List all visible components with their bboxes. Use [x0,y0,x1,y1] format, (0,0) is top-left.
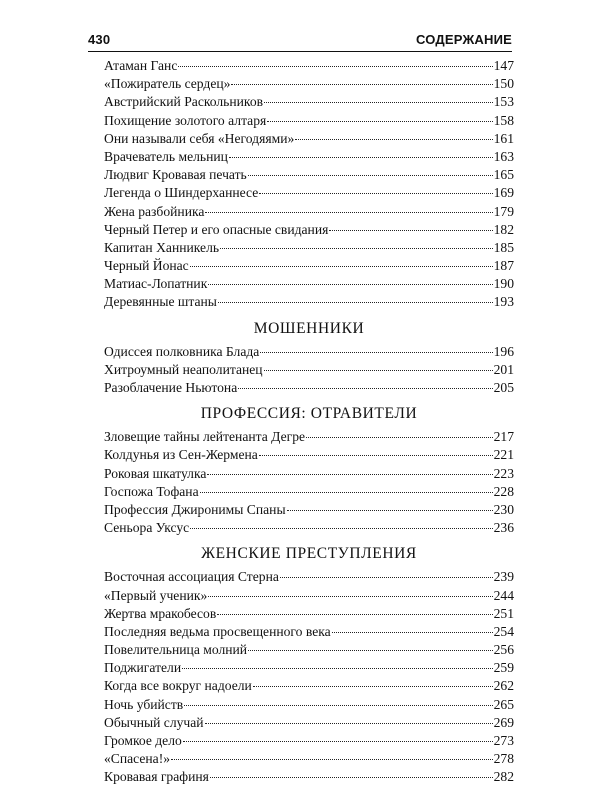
toc-entry [104,167,514,185]
entry-page-number: 221 [493,447,514,463]
entry-page-number: 265 [493,696,514,712]
toc-entry [104,185,514,203]
entry-title: Ночь убийств [104,696,184,712]
toc-entry [104,697,514,715]
dot-leader [264,369,493,371]
entry-page-number: 239 [493,569,514,585]
dot-leader [183,740,493,742]
entry-page-number: 161 [493,130,514,146]
toc-entry [104,588,514,606]
toc-entry [104,204,514,222]
entry-page-number: 165 [493,167,514,183]
dot-leader [207,473,492,475]
dot-leader [205,211,492,213]
dot-leader [280,576,493,578]
entry-page-number: 256 [493,642,514,658]
toc-entry [104,447,514,465]
entry-page-number: 182 [493,221,514,237]
entry-page-number: 251 [493,605,514,621]
toc-entry [104,642,514,660]
dot-leader [190,265,493,267]
dot-leader [260,351,492,353]
entry-title: Легенда о Шиндерханнесе [104,185,259,201]
entry-page-number: 196 [493,343,514,359]
entry-page-number: 254 [493,623,514,639]
toc-entry [104,380,514,398]
entry-title: Они называли себя «Негодяями» [104,130,295,146]
entry-title: Капитан Ханникель [104,239,220,255]
entry-title: Профессия Джиронимы Спаны [104,501,286,517]
toc-entry [104,769,514,787]
entry-page-number: 269 [493,714,514,730]
entry-page-number: 259 [493,660,514,676]
entry-title: Зловещие тайны лейтенанта Дегре [104,429,306,445]
dot-leader [332,631,493,633]
entry-title: Кровавая графиня [104,769,209,785]
toc-entry [104,484,514,502]
dot-leader [178,65,492,67]
entry-page-number: 273 [493,733,514,748]
dot-leader [259,454,493,456]
entry-page-number: 230 [493,501,514,517]
entry-page-number: 278 [493,751,514,767]
dot-leader [267,120,492,122]
toc-entry [104,294,514,312]
entry-title: Людвиг Кровавая печать [104,167,247,183]
dot-leader [229,156,493,158]
dot-leader [210,776,493,778]
section-title: ПРОФЕССИЯ: ОТРАВИТЕЛИ [200,405,418,423]
entry-title: Жертва мракобесов [104,605,217,621]
entry-page-number: 201 [493,361,514,377]
toc-entry [104,131,514,149]
entry-title: «Первый ученик» [104,587,208,603]
entry-title: Обычный случай [104,714,204,730]
entry-title: Госпожа Тофана [104,483,199,499]
entry-page-number: 187 [493,258,514,274]
toc-entry [104,660,514,678]
dot-leader [248,174,493,176]
entry-page-number: 205 [493,380,514,395]
toc-entry [104,58,514,76]
dot-leader [231,83,492,85]
entry-page-number: 150 [493,76,514,92]
toc-entry [104,149,514,167]
section-title: ЖЕНСКИЕ ПРЕСТУПЛЕНИЯ [201,545,417,563]
dot-leader [218,301,493,303]
toc-entry [104,751,514,769]
dot-leader [295,138,492,140]
entry-title: Австрийский Раскольников [104,94,264,110]
entry-title: Последняя ведьма просвещенного века [104,623,331,639]
entry-title: Поджигатели [104,660,182,676]
toc-entry [104,240,514,258]
section-title: МОШЕННИКИ [253,319,365,337]
toc-entry [104,606,514,624]
entry-page-number: 163 [493,148,514,164]
toc-entry [104,258,514,276]
entry-title: Громкое дело [104,733,182,748]
entry-page-number: 193 [493,294,514,310]
entry-title: Черный Петер и его опасные свидания [104,221,329,237]
toc-entry [104,94,514,112]
entry-title: Когда все вокруг надоели [104,678,252,694]
dot-leader [208,595,492,597]
entry-title: Атаман Ганс [104,58,178,73]
entry-title: Похищение золотого алтаря [104,112,267,128]
entry-page-number: 190 [493,276,514,292]
entry-page-number: 282 [493,769,514,785]
toc-entry [104,344,514,362]
toc-entry [104,569,514,587]
toc-entry [104,113,514,131]
entry-title: Жена разбойника [104,203,205,219]
entry-title: Одиссея полковника Блада [104,343,260,359]
dot-leader [171,758,493,760]
running-head: СОДЕРЖАНИЕ [416,32,512,47]
entry-page-number: 228 [493,483,514,499]
entry-page-number: 158 [493,112,514,128]
entry-title: Хитроумный неаполитанец [104,361,263,377]
entry-page-number: 217 [493,429,514,445]
entry-title: Деревянные штаны [104,294,217,310]
dot-leader [217,613,492,615]
entry-page-number: 262 [493,678,514,694]
entry-page-number: 223 [493,465,514,481]
dot-leader [200,491,493,493]
entry-title: «Пожиратель сердец» [104,76,231,92]
toc-entry [104,466,514,484]
page-header [88,30,512,52]
toc-entry [104,624,514,642]
dot-leader [253,685,493,687]
toc-entry [104,733,514,751]
entry-title: «Спасена!» [104,751,171,767]
toc-entry [104,76,514,94]
entry-title: Черный Йонас [104,258,189,274]
entry-page-number: 147 [493,58,514,73]
entry-title: Повелительница молний [104,642,248,658]
entry-title: Разоблачение Ньютона [104,380,238,395]
toc-entry [104,222,514,240]
toc-entry [104,502,514,520]
dot-leader [329,229,492,231]
dot-leader [190,527,492,529]
toc-entry [104,276,514,294]
dot-leader [184,704,492,706]
dot-leader [220,247,493,249]
dot-leader [238,387,492,389]
entry-page-number: 179 [493,203,514,219]
toc-entry [104,678,514,696]
entry-title: Колдунья из Сен-Жермена [104,447,258,463]
dot-leader [205,722,493,724]
dot-leader [208,283,492,285]
toc-entry [104,429,514,447]
toc-entry [104,715,514,733]
entry-page-number: 236 [493,520,514,536]
dot-leader [287,509,493,511]
dot-leader [259,192,492,194]
entry-page-number: 244 [493,587,514,603]
entry-title: Матиас-Лопатник [104,276,208,292]
entry-title: Врачеватель мельниц [104,148,228,164]
dot-leader [264,101,493,103]
entry-title: Роковая шкатулка [104,465,207,481]
dot-leader [182,667,493,669]
dot-leader [248,649,493,651]
entry-page-number: 169 [493,185,514,201]
entry-title: Восточная ассоциация Стерна [104,569,279,585]
entry-page-number: 185 [493,239,514,255]
entry-page-number: 153 [493,94,514,110]
toc-entry [104,362,514,380]
toc-entry [104,520,514,538]
table-of-contents [104,58,514,788]
dot-leader [306,436,493,438]
page-number: 430 [88,32,111,47]
entry-title: Сеньора Уксус [104,520,190,536]
